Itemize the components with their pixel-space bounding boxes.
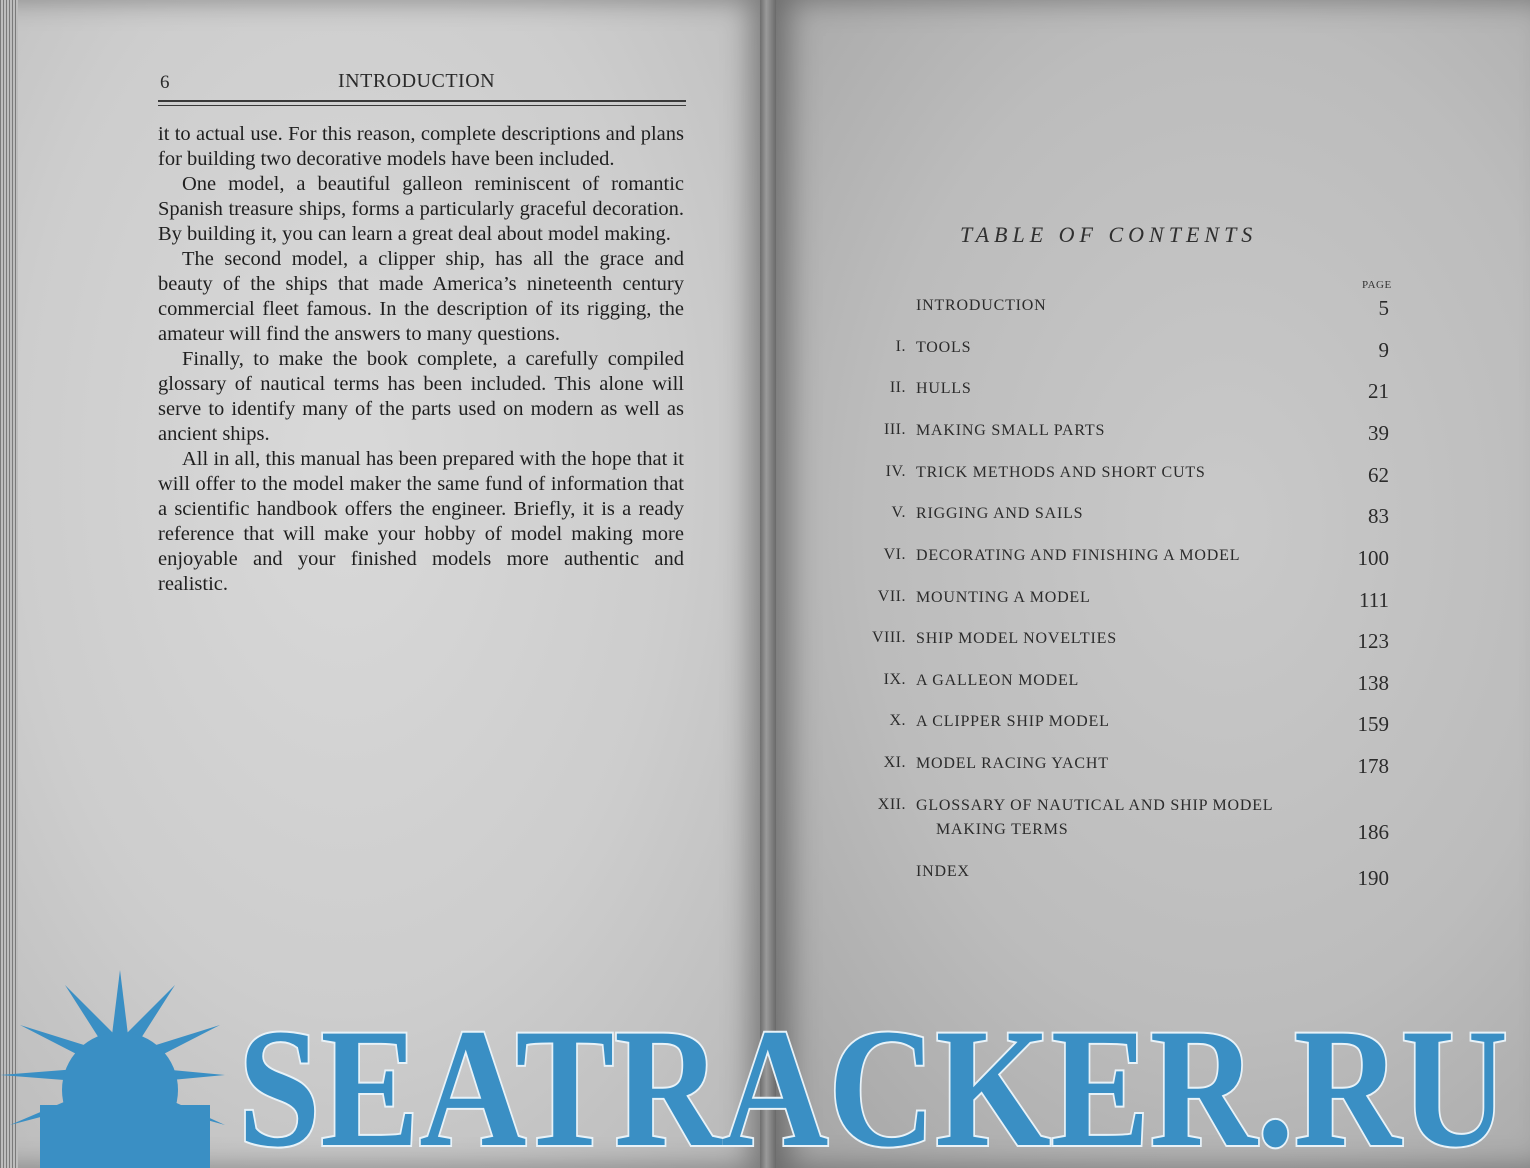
toc-entry (850, 629, 1395, 669)
toc-entry (850, 588, 1395, 628)
toc-entry-label-continued: MAKING TERMS (936, 821, 1069, 838)
toc-entry (850, 504, 1395, 544)
toc-entry (850, 296, 1395, 336)
toc-entry-page: 178 (1357, 754, 1389, 778)
toc-entry-label: INTRODUCTION (916, 297, 1047, 314)
toc-entry-label: MAKING SMALL PARTS (916, 422, 1106, 439)
sun-rays-logo-icon (0, 970, 225, 1168)
toc-entry-number: XI. (883, 754, 906, 771)
toc-title: TABLE OF CONTENTS (960, 222, 1258, 247)
toc-entry-number: II. (889, 379, 906, 396)
toc-entry-number: I. (895, 338, 906, 355)
toc-entry-page: 123 (1357, 629, 1389, 653)
toc-entry-page: 39 (1368, 421, 1389, 445)
toc-entry (850, 862, 1395, 902)
toc-entry-label: GLOSSARY OF NAUTICAL AND SHIP MODEL (916, 797, 1274, 814)
header-rule (158, 100, 686, 102)
toc-entry (850, 671, 1395, 711)
toc-entry (850, 754, 1395, 794)
running-head-title: INTRODUCTION (338, 70, 496, 92)
toc-entry-page: 186 (1357, 820, 1389, 844)
toc-entry-page: 111 (1359, 588, 1389, 612)
running-head (158, 68, 686, 98)
toc-entry-number: IX. (883, 671, 906, 688)
header-rule-thin (158, 105, 686, 106)
body-text (158, 122, 684, 597)
paragraph: it to actual use. For this reason, complete descriptions and plans for building two decorative models have been included. (158, 123, 684, 170)
toc-entry-label: DECORATING AND FINISHING A MODEL (916, 547, 1241, 564)
toc-entry (850, 796, 1395, 856)
toc-entry-label: HULLS (916, 380, 972, 397)
toc-entry-label: TOOLS (916, 339, 972, 356)
toc-entry-label: RIGGING AND SAILS (916, 505, 1084, 522)
toc-entry-page: 159 (1357, 712, 1389, 736)
toc-entry-label: INDEX (916, 863, 970, 880)
toc-entry-number: VI. (883, 546, 906, 563)
watermark-text: SEATRACKER.RU (238, 994, 1508, 1168)
toc-entry-number: III. (884, 421, 906, 438)
toc-entry-number: IV. (885, 463, 906, 480)
toc-entry-number: XII. (877, 796, 906, 813)
toc-entry-page: 138 (1357, 671, 1389, 695)
toc-entry-number: VII. (877, 588, 906, 605)
toc-entry-page: 83 (1368, 504, 1389, 528)
toc-entry (850, 712, 1395, 752)
paragraph: One model, a beautiful galleon reminiscent of romantic Spanish treasure ships, forms a particularly graceful decoration. By building it, you can learn a great deal about model making. (158, 173, 684, 245)
toc-entry-label: A GALLEON MODEL (916, 672, 1080, 689)
toc-entry-page: 62 (1368, 463, 1389, 487)
watermark (0, 940, 1530, 1168)
toc-page-column-header: PAGE (1362, 279, 1392, 291)
toc-entry-page: 9 (1378, 338, 1389, 362)
toc-entry-label: TRICK METHODS AND SHORT CUTS (916, 464, 1206, 481)
toc-entry (850, 379, 1395, 419)
toc-entry-page: 100 (1357, 546, 1389, 570)
toc-entry (850, 421, 1395, 461)
page-number: 6 (160, 72, 170, 93)
paragraph: All in all, this manual has been prepared with the hope that it will offer to the model maker the same fund of information that a scientific handbook offers the engineer. Briefly, it is a ready reference that will make your hobby of model making more enjoyable and your finished models more authentic and realistic. (158, 448, 684, 595)
toc-entry-label: MOUNTING A MODEL (916, 589, 1091, 606)
toc-entry-label: MODEL RACING YACHT (916, 755, 1109, 772)
toc-entry-page: 21 (1368, 379, 1389, 403)
toc-entry (850, 338, 1395, 378)
toc-entry-page: 190 (1357, 866, 1389, 890)
toc-entry-number: V. (891, 504, 906, 521)
toc-entry-label: SHIP MODEL NOVELTIES (916, 630, 1117, 647)
toc-entry (850, 546, 1395, 586)
toc-entry (850, 463, 1395, 503)
paragraph: The second model, a clipper ship, has all the grace and beauty of the ships that made America’s nineteenth century commercial fleet famous. In the description of its rigging, the amateur will find the answers to many questions. (158, 248, 684, 345)
toc-entry-label: A CLIPPER SHIP MODEL (916, 713, 1110, 730)
toc-entry-number: VIII. (871, 629, 906, 646)
toc-entry-page: 5 (1378, 296, 1389, 320)
toc-entry-number: X. (889, 712, 906, 729)
paragraph: Finally, to make the book complete, a carefully compiled glossary of nautical terms has been included. This alone will serve to identify many of the parts used on modern as well as ancient ships. (158, 348, 684, 445)
